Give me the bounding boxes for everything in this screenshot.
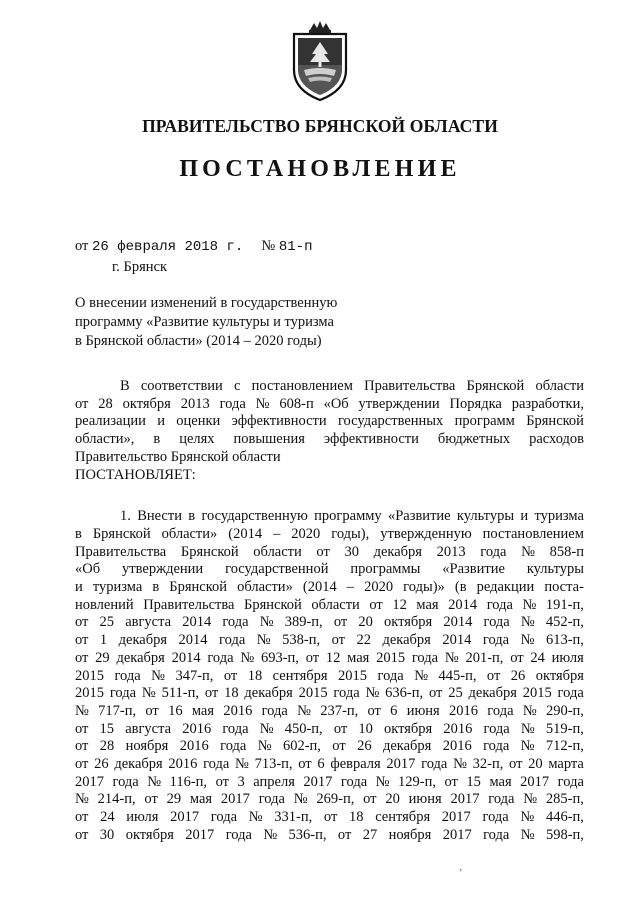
item-line: 1. Внести в государственную программу «Развитие культуры и туризма [120,508,584,525]
item-line: 2015 года № 511-п, от 18 декабря 2015 года № 636-п, от 25 декабря 2015 года [75,685,584,702]
government-title: ПРАВИТЕЛЬСТВО БРЯНСКОЙ ОБЛАСТИ [142,116,498,136]
preamble-line: Правительство Брянской области [75,448,281,465]
item-line: 2015 года № 347-п, от 18 сентября 2015 года № 445-п, от 26 октября [75,667,584,684]
city-label: г. Брянск [112,259,168,275]
item-line: от 24 июля 2017 года № 331-п, от 18 сентября 2017 года № 446-п, [75,809,584,826]
document-type-title: ПОСТАНОВЛЕНИЕ [179,156,461,182]
item-line: от 30 октября 2017 года № 536-п, от 27 ноября 2017 года № 598-п, [75,826,584,843]
item-line: от 1 декабря 2014 года № 538-п, от 22 декабря 2014 года № 613-п, [75,632,584,649]
item-line: № 717-п, от 16 мая 2016 года № 237-п, от 6 июня 2016 года № 290-п, [75,702,584,719]
number-prefix: № [261,238,276,254]
document-number: 81-п [278,239,313,255]
date-prefix: от [75,238,89,254]
resolves-heading: ПОСТАНОВЛЯЕТ: [75,466,196,483]
item-line: 2017 года № 116-п, от 3 апреля 2017 года № 129-п, от 15 мая 2017 года [75,773,584,790]
subject-line: в Брянской области» (2014 – 2020 годы) [75,333,322,349]
page-mark: ‚ [459,862,463,873]
preamble-line: реализации и оценки эффективности государственных программ Брянской [75,413,584,430]
item-line: новлений Правительства Брянской области от 12 мая 2014 года № 191-п, [75,596,584,613]
document-body [75,378,584,845]
item-line: от 25 августа 2014 года № 389-п, от 20 октября 2014 года № 452-п, [75,614,584,631]
subject-line: О внесении изменений в государственную [75,295,338,311]
document-date: 26 февраля 2018 г. [92,239,244,255]
coat-of-arms-emblem [288,20,352,102]
preamble-line: В соответствии с постановлением Правительства Брянской области [120,378,584,394]
subject-line: программу «Развитие культуры и туризма [75,314,334,330]
item-line: от 29 декабря 2014 года № 693-п, от 12 мая 2015 года № 201-п, от 24 июля [75,649,584,666]
item-line: № 214-п, от 29 мая 2017 года № 269-п, от 20 июня 2017 года № 285-п, [75,791,584,808]
preamble-line: от 28 октября 2013 года № 608-п «Об утверждении Порядка разработки, [75,395,584,412]
item-line: от 26 декабря 2016 года № 713-п, от 6 февраля 2017 года № 32-п, от 20 марта [75,756,584,773]
item-line: в Брянской области» (2014 – 2020 годы), утвержденную постановлением [75,525,584,542]
preamble-line: области», в целях повышения эффективности бюджетных расходов [75,431,584,448]
item-line: и туризма в Брянской области» (2014 – 2020 годы)» (в редакции поста- [75,579,584,596]
item-line: «Об утверждении государственной программы «Развитие культуры [75,561,584,578]
item-line: от 28 ноября 2016 года № 602-п, от 26 декабря 2016 года № 712-п, [75,738,584,755]
item-line: Правительства Брянской области от 30 декабря 2013 года № 858-п [75,543,584,560]
document-subject [75,294,395,351]
date-number-line [75,238,312,255]
item-line: от 15 августа 2016 года № 450-п, от 10 октября 2016 года № 519-п, [75,720,584,737]
